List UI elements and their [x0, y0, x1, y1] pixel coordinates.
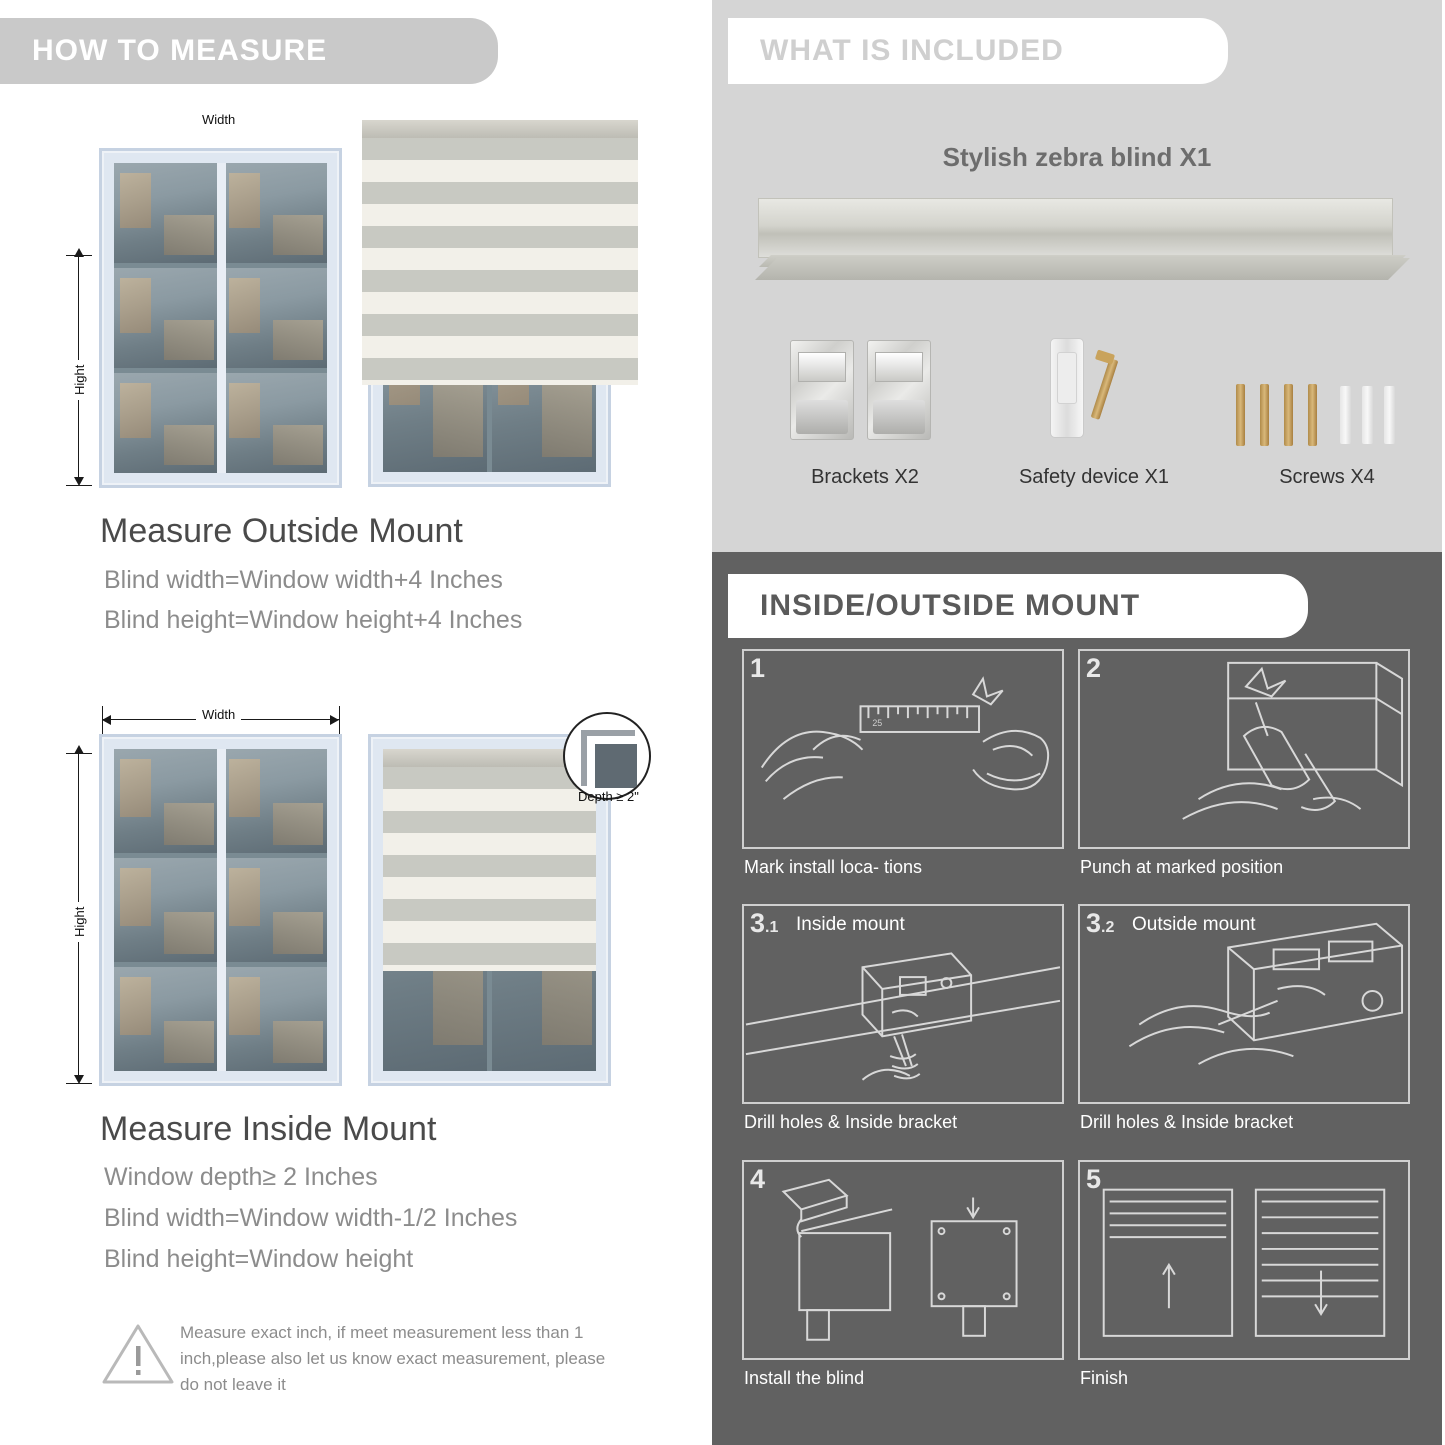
depth-label: Depth ≥ 2" [578, 789, 639, 804]
part-label-screws: Screws X4 [1279, 466, 1375, 488]
measure-note: Measure exact inch, if meet measurement less than 1 inch,please also let us know exact measurement, please do not leave it [180, 1323, 606, 1394]
window-outside [99, 148, 342, 488]
warning-icon [100, 1320, 176, 1386]
zebra-blind-headrail [758, 198, 1393, 258]
step-caption-5: Finish [1080, 1368, 1129, 1388]
step-number-1: 1 [750, 653, 766, 683]
step-caption-4: Install the blind [744, 1368, 865, 1388]
inside-mount-line-1: Window depth≥ 2 Inches [104, 1163, 378, 1191]
step-inline-label-3-2: Outside mount [1132, 914, 1256, 935]
inside-mount-illustration [0, 697, 712, 1097]
height-tick-bottom [66, 485, 92, 486]
part-label-safety: Safety device X1 [1018, 466, 1170, 488]
part-label-brackets: Brackets X2 [811, 466, 919, 488]
outside-mount-line-1: Blind width=Window width+4 Inches [104, 566, 503, 594]
height-tick-top [66, 255, 92, 256]
step-3-2-sketch [1080, 906, 1408, 1104]
step-caption-3-2: Drill holes & Inside bracket [1080, 1112, 1294, 1132]
main-item-label: Stylish zebra blind X1 [942, 142, 1212, 172]
step-caption-1: Mark install loca- tions [744, 857, 923, 877]
outside-mount-illustration [0, 100, 712, 500]
step-4-sketch [744, 1162, 1062, 1360]
inside-outside-mount-panel [712, 552, 1442, 1445]
step-number-5: 5 [1086, 1164, 1102, 1194]
step-1-sketch [744, 651, 1062, 849]
inside-height-label: Hight [72, 902, 87, 942]
window-inside [99, 734, 342, 1086]
step-caption-2: Punch at marked position [1080, 857, 1284, 877]
step-box-4 [742, 1160, 1064, 1360]
window-pane [223, 163, 327, 263]
inside-width-label: Width [196, 707, 241, 722]
step-number-3-2: 3.2 [1086, 908, 1115, 938]
step-box-2 [1078, 649, 1410, 849]
step-3-1-sketch [744, 906, 1062, 1104]
window-pane [114, 373, 218, 473]
step-box-1 [742, 649, 1064, 849]
window-pane [223, 268, 327, 368]
headrail-shadow [755, 258, 1410, 280]
step-inline-label-3-1: Inside mount [796, 914, 905, 935]
how-to-measure-panel [0, 0, 712, 1445]
window-inside-with-blind [368, 734, 611, 1086]
window-pane [114, 268, 218, 368]
window-pane [223, 373, 327, 473]
step-number-4: 4 [750, 1164, 766, 1194]
inside-mount-line-2: Blind width=Window width-1/2 Inches [104, 1204, 518, 1232]
inside-outside-mount-title: INSIDE/OUTSIDE MOUNT [728, 574, 1308, 638]
outside-mount-line-2: Blind height=Window height+4 Inches [104, 606, 523, 634]
zebra-blind-outside [362, 120, 638, 385]
step-number-3-1: 3.1 [750, 908, 779, 938]
step-5-sketch [1080, 1162, 1408, 1360]
step-box-5 [1078, 1160, 1410, 1360]
step-box-3-2 [1078, 904, 1410, 1104]
what-is-included-title: WHAT IS INCLUDED [728, 18, 1228, 84]
outside-mount-heading: Measure Outside Mount [100, 512, 463, 550]
inside-mount-heading: Measure Inside Mount [100, 1110, 437, 1148]
step-caption-3-1: Drill holes & Inside bracket [744, 1112, 958, 1132]
depth-callout-circle [563, 712, 651, 800]
inside-mount-line-3: Blind height=Window height [104, 1245, 414, 1273]
svg-text:25: 25 [872, 718, 883, 729]
what-is-included-panel [712, 0, 1442, 552]
step-box-3-1 [742, 904, 1064, 1104]
width-label: Width [196, 112, 241, 127]
how-to-measure-title: HOW TO MEASURE [0, 18, 498, 84]
step-number-2: 2 [1086, 653, 1102, 683]
step-2-sketch [1080, 651, 1408, 849]
right-column [712, 0, 1442, 1445]
window-pane [114, 163, 218, 263]
height-label: Hight [72, 360, 87, 400]
